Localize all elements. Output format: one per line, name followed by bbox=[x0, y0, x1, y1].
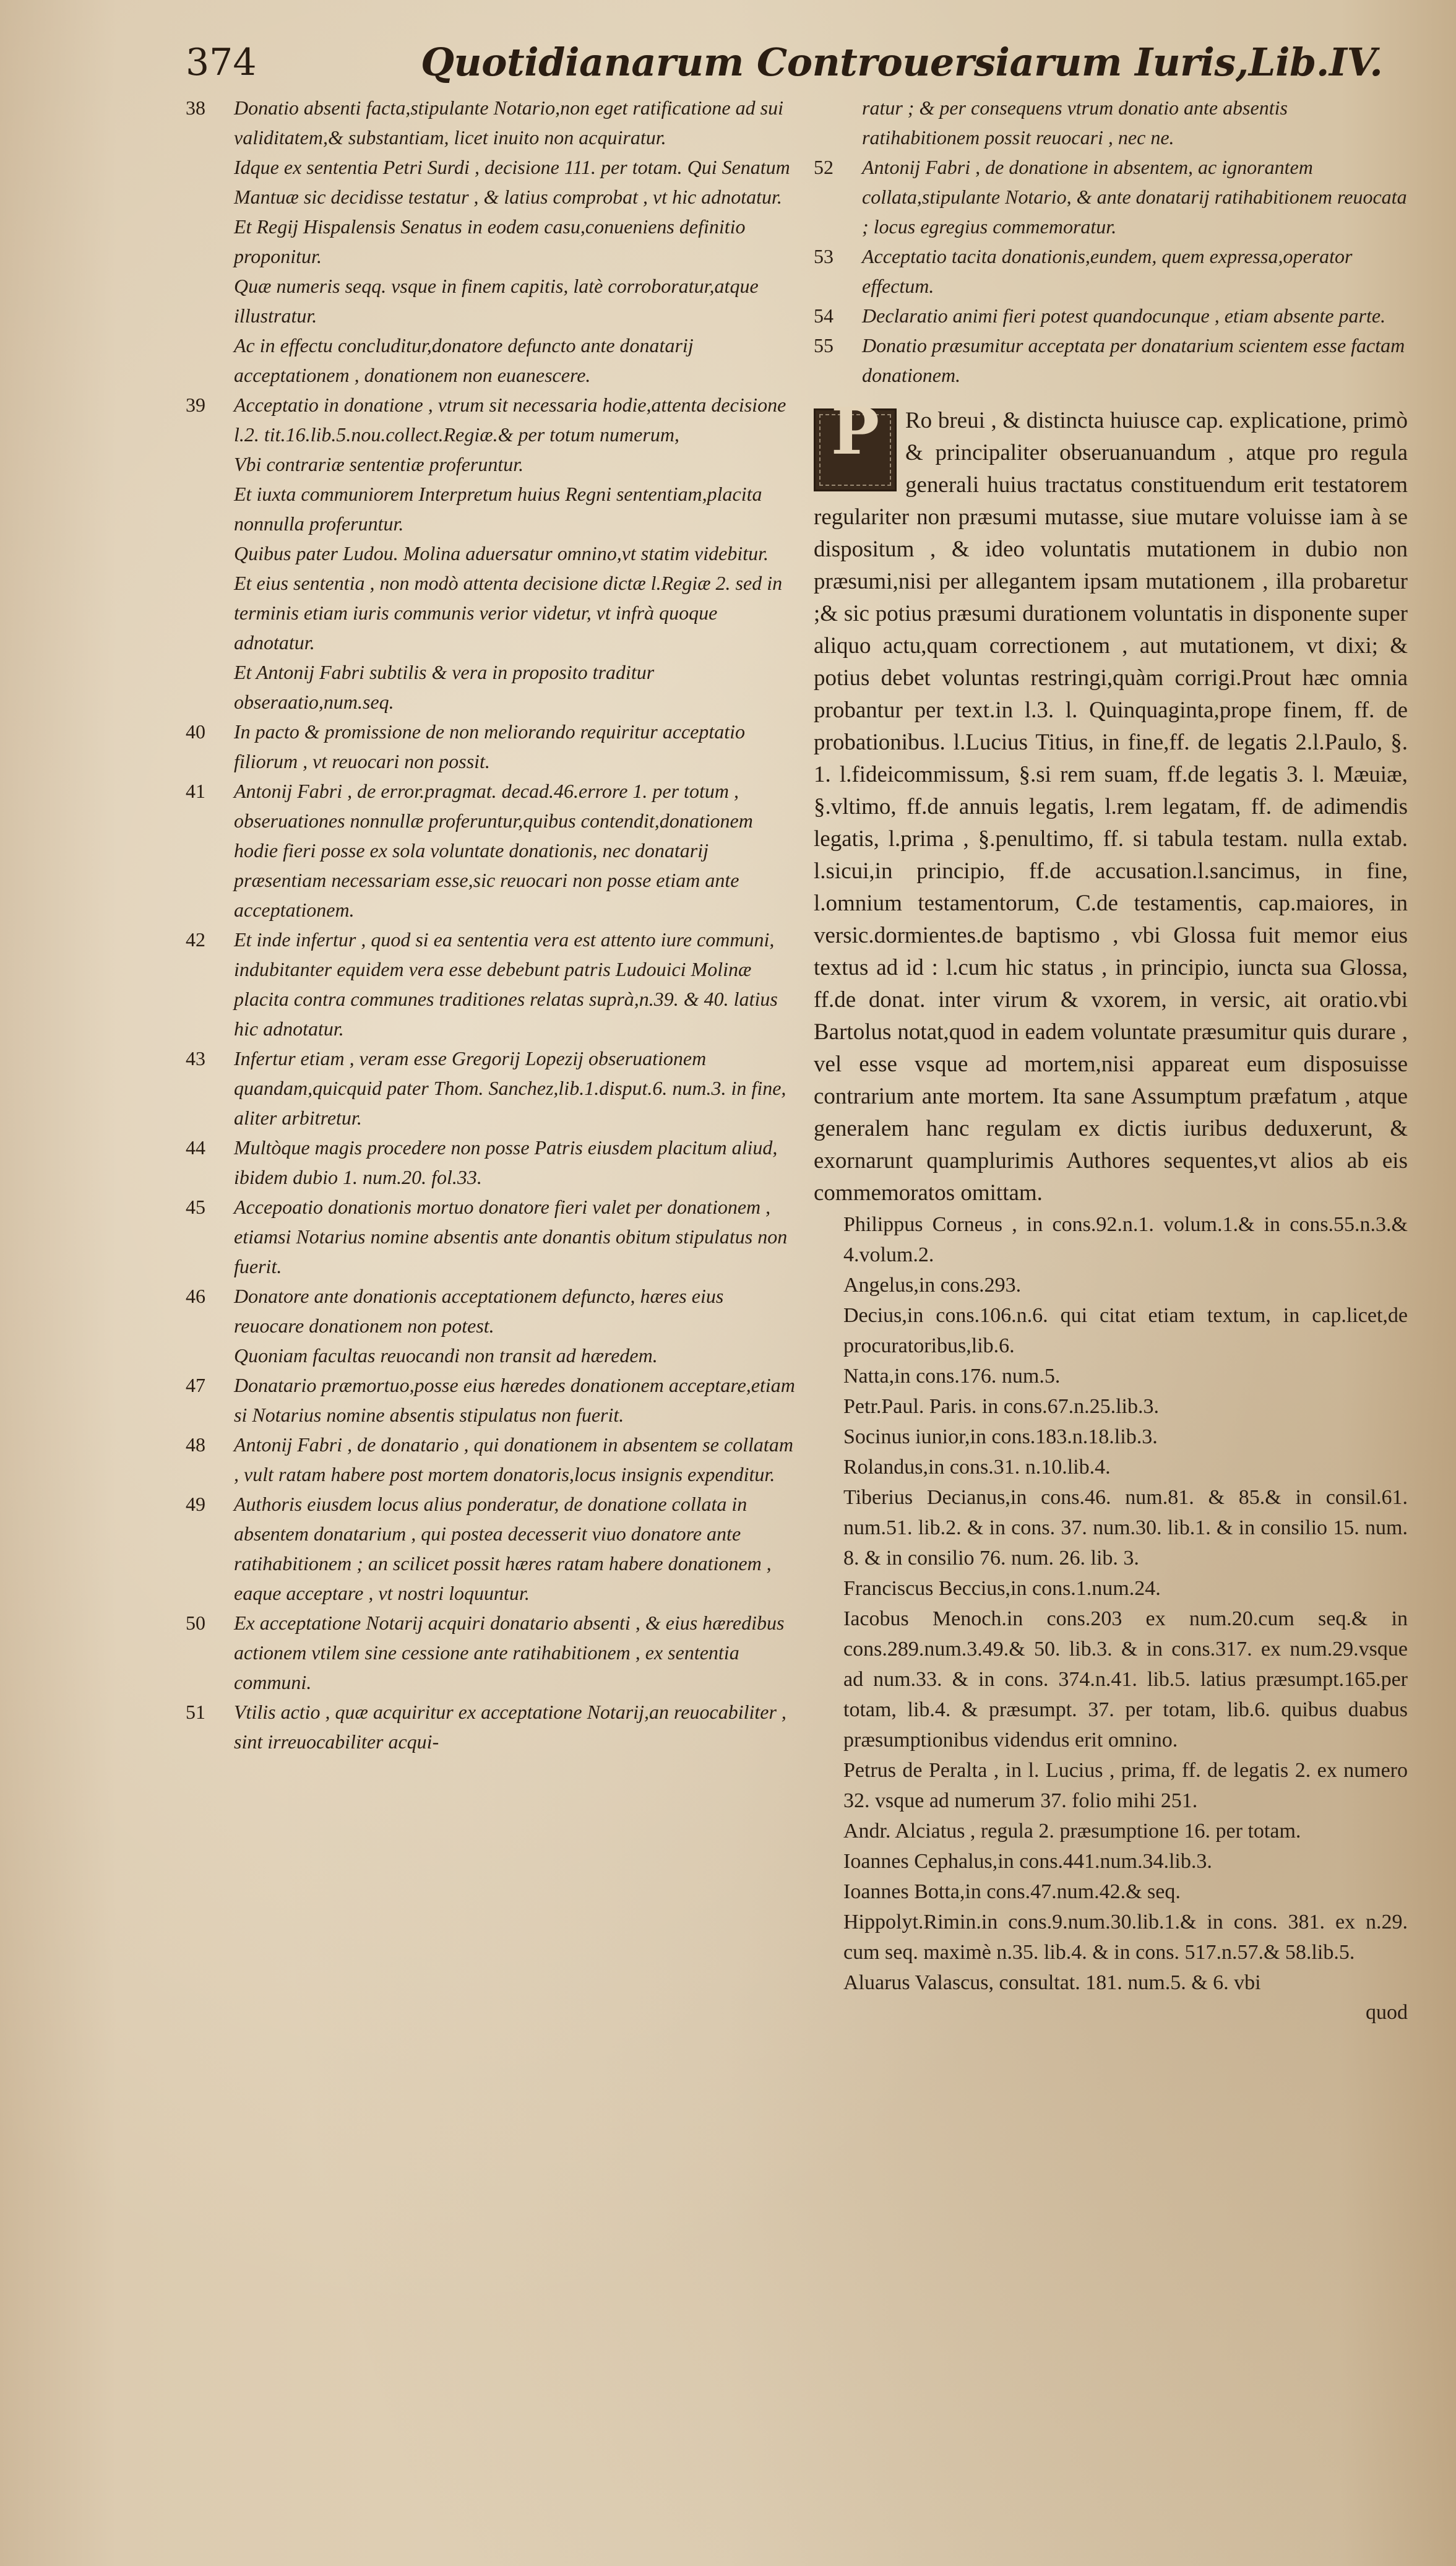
entry-text: Et eius sententia , non modò attenta decisione dictæ l.Regiæ 2. sed in terminis etiam iuris communis verior videtur, vt infrà quoque adnotatur. bbox=[234, 572, 783, 654]
summary-entry-49 bbox=[186, 1489, 798, 1608]
citation-item: Socinus iunior,in cons.183.n.18.lib.3. bbox=[843, 1425, 1158, 1448]
citation-item: Philippus Corneus , in cons.92.n.1. volum.1.& in cons.55.n.3.& 4.volum.2. bbox=[843, 1213, 1408, 1266]
dropcap-initial bbox=[814, 393, 897, 491]
entry-text: Donatio absenti facta,stipulante Notario,non eget ratificatione ad sui validitatem,& substantiam, licet inuito non acquiratur. bbox=[234, 97, 783, 149]
entry-number: 48 bbox=[186, 1433, 205, 1456]
citation-list bbox=[814, 1209, 1408, 1998]
summary-subentry bbox=[186, 1341, 798, 1370]
citation-item: Hippolyt.Rimin.in cons.9.num.30.lib.1.& in cons. 381. ex n.29. cum seq. maximè n.35. lib.4. & in cons. 517.n.57.& 58.lib.5. bbox=[843, 1911, 1408, 1964]
summary-entry-43 bbox=[186, 1043, 798, 1133]
entry-number: 43 bbox=[186, 1047, 205, 1069]
summary-subentry bbox=[186, 271, 798, 330]
page-number: 374 bbox=[186, 41, 257, 84]
entry-text: Quoniam facultas reuocandi non transit ad hæredem. bbox=[234, 1344, 658, 1367]
entry-number: 42 bbox=[186, 928, 205, 951]
entry-number: 41 bbox=[186, 780, 205, 802]
summary-entry-46 bbox=[186, 1281, 798, 1341]
body-paragraph: Ro breui , & distincta huiusce cap. explicatione, primò & principaliter obseruanuandum , atque pro regula generali huius tractatus constituendum erit testatorem regulariter non præsumi mutasse, siue mutare voluisse iam à se dispositum , & ideo voluntatis mutationem in dubio non præsumi,nisi per allegantem ipsam mutationem , illa probaretur ;& sic potius præsumi durationem voluntatis in disponente super aliquo actu,quam correctionem , aut mutationem, vt dixi; & potius debet voluntas restringi,quàm corrigi.Prout hæc omnia probantur per text.in l.3. l. Quinquaginta,prope finem, ff. de probationibus. l.Lucius Titius, in fine,ff. de legatis 2.l.Paulo, §. 1. l.fideicommissum, §.si rem suam, ff.de legatis 3. l. Mæuiæ, §.vltimo, ff.de annuis legatis, l.rem legatam, ff. de adimendis legatis, l.prima , §.penultimo, ff. si tabula testam. nulla extab. l.sicui,in principio, ff.de accusation.l.sancimus, in fine, l.omnium testamentorum, C.de testamentis, cap.maiores, in versic.dormientes.de baptismo , vbi Glossa fuit memor eius textus ad id : l.cum hic status , in principio, iuncta sua Glossa, ff.de donat. inter virum & vxorem, in versic, ait oratio.vbi Bartolus notat,quod in eadem voluntate præsumitur quis durare , vel esse vsque ad mortem,nisi appareat eum disposuisse contrarium ante mortem. Ita sane Assumptum præfatum , atque generalem hanc regulam ex dictis iuribus deduxerunt, & exornarunt quamplurimis Authores sequentes,vt alios ab eis commemoratos omittam. bbox=[814, 408, 1408, 1206]
entry-text: Et Antonij Fabri subtilis & vera in proposito traditur obseraatio,num.seq. bbox=[234, 661, 655, 713]
entry-text: Antonij Fabri , de donatario , qui donationem in absentem se collatam , vult ratam habere post mortem donatoris,locus insignis expenditur. bbox=[234, 1433, 793, 1485]
citation-item: Franciscus Beccius,in cons.1.num.24. bbox=[843, 1577, 1161, 1600]
entry-number: 44 bbox=[186, 1136, 205, 1159]
summary-entry-39 bbox=[186, 390, 798, 449]
citation-item: Petr.Paul. Paris. in cons.67.n.25.lib.3. bbox=[843, 1395, 1159, 1418]
entry-number: 47 bbox=[186, 1374, 205, 1396]
entry-text: Ac in effectu concluditur,donatore defuncto ante donatarij acceptationem , donationem non euanescere. bbox=[234, 334, 694, 386]
summary-subentry bbox=[186, 449, 798, 479]
citation-item: Angelus,in cons.293. bbox=[843, 1274, 1022, 1297]
entry-text: Authoris eiusdem locus alius ponderatur, de donatione collata in absentem donatarium , qui postea decesserit viuo donatore ante ratihabitionem ; an scilicet possit hæres ratam habere donationem , eaque acceptare , vt nostri loquuntur. bbox=[234, 1493, 772, 1604]
entry-text: Quæ numeris seqq. vsque in finem capitis, latè corroboratur,atque illustratur. bbox=[234, 275, 759, 327]
citation-item: Iacobus Menoch.in cons.203 ex num.20.cum seq.& in cons.289.num.3.49.& 50. lib.3. & in cons.317. ex num.29.vsque ad num.33. & in cons. 374.n.41. lib.5. latius præsumpt.165.per totam, lib.4. & præsumpt. 37. per totam, lib.6. quibus duabus præsumptionibus videndus erit omnino. bbox=[843, 1607, 1408, 1752]
summary-subentry bbox=[186, 152, 798, 212]
summary-entry-44 bbox=[186, 1133, 798, 1192]
citation-item: Andr. Alciatus , regula 2. præsumptione 16. per totam. bbox=[843, 1820, 1301, 1842]
entry-number: 51 bbox=[186, 1701, 205, 1723]
entry-number: 40 bbox=[186, 720, 205, 743]
citation-item: Aluarus Valascus, consultat. 181. num.5. & 6. vbi bbox=[843, 1971, 1261, 1994]
entry-text: Et inde infertur , quod si ea sententia vera est attento iure communi, indubitanter equidem vera esse debebunt patris Ludouici Molinæ placita contra communes traditiones relatas suprà,n.39. & 40. latius hic adnotatur. bbox=[234, 928, 778, 1040]
summary-entry-55 bbox=[814, 330, 1408, 390]
entry-text: Et Regij Hispalensis Senatus in eodem casu,conueniens definitio proponitur. bbox=[234, 215, 746, 267]
citation-item: Natta,in cons.176. num.5. bbox=[843, 1365, 1061, 1388]
entry-text: Donatore ante donationis acceptationem defuncto, hæres eius reuocare donationem non potest. bbox=[234, 1285, 724, 1337]
right-column bbox=[814, 93, 1408, 2028]
summary-entry-45 bbox=[186, 1192, 798, 1281]
entry-number: 55 bbox=[814, 334, 834, 356]
summary-entry-47 bbox=[186, 1370, 798, 1430]
summary-entry-40 bbox=[186, 717, 798, 776]
entry-text: Multòque magis procedere non posse Patris eiusdem placitum aliud, ibidem dubio 1. num.20. fol.33. bbox=[234, 1136, 778, 1188]
entry-text: Vtilis actio , quæ acquiritur ex acceptatione Notarij,an reuocabiliter , sint irreuocabiliter acqui- bbox=[234, 1701, 786, 1753]
summary-entry-54 bbox=[814, 301, 1408, 330]
entry-text: Vbi contrariæ sententiæ proferuntur. bbox=[234, 453, 524, 475]
summary-subentry bbox=[186, 538, 798, 568]
summary-subentry bbox=[186, 330, 798, 390]
summary-entry-50 bbox=[186, 1608, 798, 1697]
entry-text: Acceptatio tacita donationis,eundem, quem expressa,operator effectum. bbox=[862, 245, 1353, 297]
entry-text: In pacto & promissione de non meliorando requiritur acceptatio filiorum , vt reuocari non possit. bbox=[234, 720, 745, 772]
entry-number: 50 bbox=[186, 1612, 205, 1634]
summary-entry-38 bbox=[186, 93, 798, 152]
body-text bbox=[814, 393, 1408, 1209]
entry-number: 53 bbox=[814, 245, 834, 267]
running-title: Quotidianarum Controuersiarum Iuris,Lib.IV. bbox=[421, 40, 1383, 85]
summary-entry-52 bbox=[814, 152, 1408, 241]
summary-subentry bbox=[186, 568, 798, 657]
summary-entry-41 bbox=[186, 776, 798, 925]
entry-text: Donatio præsumitur acceptata per donatarium scientem esse factam donationem. bbox=[862, 334, 1405, 386]
citation-item: Rolandus,in cons.31. n.10.lib.4. bbox=[843, 1456, 1111, 1479]
summary-continuation: ratur ; & per consequens vtrum donatio ante absentis ratihabitionem possit reuocari , nec ne. bbox=[862, 97, 1288, 149]
citation-item: Ioannes Botta,in cons.47.num.42.& seq. bbox=[843, 1880, 1181, 1903]
summary-entries bbox=[814, 152, 1408, 390]
citation-item: Ioannes Cephalus,in cons.441.num.34.lib.3. bbox=[843, 1850, 1212, 1873]
entry-text: Antonij Fabri , de error.pragmat. decad.46.errore 1. per totum , obseruationes nonnullæ proferuntur,quibus contendit,donationem hodie fieri posse ex sola voluntate donationis, nec donatarij præsentiam necessariam esse,sic reuocari non posse etiam ante acceptationem. bbox=[234, 780, 753, 921]
entry-text: Donatario præmortuo,posse eius hæredes donationem acceptare,etiam si Notarius nomine absentis stipulatus non fuerit. bbox=[234, 1374, 795, 1426]
dropcap-letter: P bbox=[830, 393, 880, 469]
summary-entry-53 bbox=[814, 241, 1408, 301]
entry-text: Antonij Fabri , de donatione in absentem, ac ignorantem collata,stipulante Notario, & ante donatarij ratihabitionem reuocata ; locus egregius commemoratur. bbox=[862, 156, 1407, 238]
entry-text: Accepoatio donationis mortuo donatore fieri valet per donationem , etiamsi Notarius nomine absentis ante donantis obitum stipulatus non fuerit. bbox=[234, 1196, 788, 1277]
entry-number: 45 bbox=[186, 1196, 205, 1218]
entry-number: 46 bbox=[186, 1285, 205, 1307]
entry-text: Quibus pater Ludou. Molina aduersatur omnino,vt statim videbitur. bbox=[234, 542, 769, 564]
citation-item: Decius,in cons.106.n.6. qui citat etiam textum, in cap.licet,de procuratoribus,lib.6. bbox=[843, 1304, 1408, 1357]
entry-text: Ex acceptatione Notarij acquiri donatario absenti , & eius hæredibus actionem vtilem sine cessione ante ratihabitionem , ex sententia communi. bbox=[234, 1612, 785, 1693]
entry-text: Infertur etiam , veram esse Gregorij Lopezij obseruationem quandam,quicquid pater Thom. Sanchez,lib.1.disput.6. num.3. in fine, aliter arbitretur. bbox=[234, 1047, 786, 1129]
summary-subentry bbox=[186, 212, 798, 271]
left-column-summary bbox=[186, 93, 798, 1756]
entry-text: Idque ex sententia Petri Surdi , decisione 111. per totam. Qui Senatum Mantuæ sic decidisse testatur , & latius comprobat , vt hic adnotatur. bbox=[234, 156, 790, 208]
entry-number: 38 bbox=[186, 97, 205, 119]
citation-item: Tiberius Decianus,in cons.46. num.81. & 85.& in consil.61. num.51. lib.2. & in cons. 37. num.30. lib.1. & in consilio 15. num. 8. & in consilio 76. num. 26. lib. 3. bbox=[843, 1486, 1408, 1570]
entry-number: 39 bbox=[186, 394, 205, 416]
entry-text: Declaratio animi fieri potest quandocunque , etiam absente parte. bbox=[862, 305, 1386, 327]
summary-entry-48 bbox=[186, 1430, 798, 1489]
page-header bbox=[186, 37, 1398, 93]
entry-number: 54 bbox=[814, 305, 834, 327]
summary-subentry bbox=[186, 657, 798, 717]
citation-item: Petrus de Peralta , in l. Lucius , prima, ff. de legatis 2. ex numero 32. vsque ad numerum 37. folio mihi 251. bbox=[843, 1759, 1408, 1812]
entry-text: Acceptatio in donatione , vtrum sit necessaria hodie,attenta decisione l.2. tit.16.lib.5.nou.collect.Regiæ.& per totum numerum, bbox=[234, 394, 786, 446]
entry-number: 52 bbox=[814, 156, 834, 178]
summary-entry-51 bbox=[186, 1697, 798, 1756]
entry-text: Et iuxta communiorem Interpretum huius Regni sententiam,placita nonnulla proferuntur. bbox=[234, 483, 762, 535]
summary-entry-42 bbox=[186, 925, 798, 1043]
catchword: quod bbox=[1366, 2001, 1408, 2024]
entry-number: 49 bbox=[186, 1493, 205, 1515]
summary-subentry bbox=[186, 479, 798, 538]
